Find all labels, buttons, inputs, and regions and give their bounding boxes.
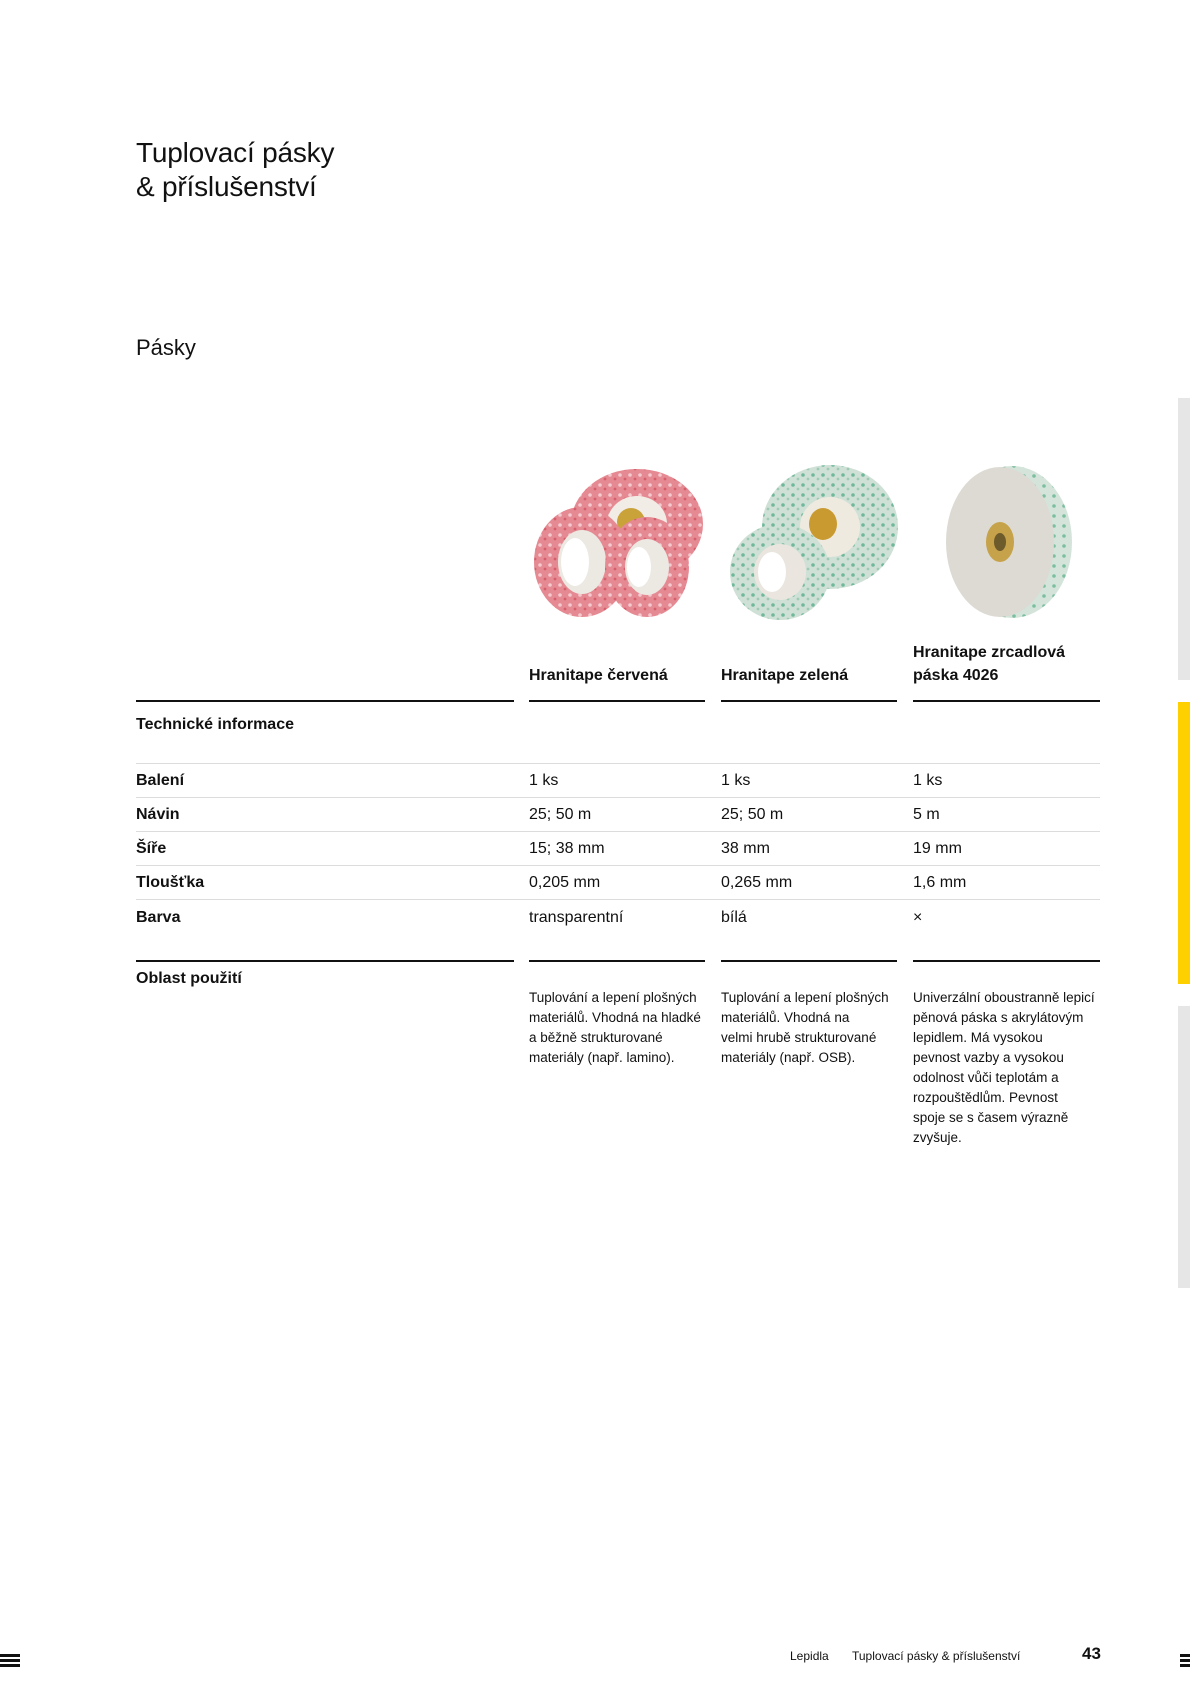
header-rule-red (529, 700, 705, 702)
technical-info-label: Technické informace (136, 716, 294, 733)
row-divider (136, 899, 1100, 900)
page-title-line-1: Tuplovací pásky (136, 137, 335, 168)
usage-line: zvyšuje. (913, 1130, 962, 1145)
usage-line: materiálů. Vhodná na (721, 1010, 850, 1025)
product-image-green-tape (720, 462, 900, 622)
cell-baleni-red: 1 ks (529, 772, 559, 789)
header-rule-mirror (913, 700, 1100, 702)
row-label-barva: Barva (136, 909, 181, 926)
row-divider (136, 797, 1100, 798)
usage-line: velmi hrubě strukturované (721, 1030, 877, 1045)
cell-sire-mirror: 19 mm (913, 840, 962, 857)
cell-baleni-mirror: 1 ks (913, 772, 943, 789)
side-tab-active (1178, 702, 1190, 984)
usage-text-green (721, 988, 901, 1068)
cell-tloustka-green: 0,265 mm (721, 874, 793, 891)
menu-icon-right[interactable] (1180, 1654, 1190, 1669)
page-title-line-2: & příslušenství (136, 171, 317, 202)
usage-line: a běžně strukturované (529, 1030, 663, 1045)
footer-chapter[interactable]: Tuplovací pásky & příslušenství (852, 1649, 1021, 1663)
usage-line: Tuplování a lepení plošných (529, 990, 697, 1005)
usage-rule-green (721, 960, 897, 962)
cell-sire-red: 15; 38 mm (529, 840, 605, 857)
cell-tloustka-mirror: 1,6 mm (913, 874, 967, 891)
section-title: Pásky (136, 335, 196, 360)
product-name-mirror (913, 641, 1065, 687)
row-label-sire: Šíře (136, 840, 167, 857)
row-divider (136, 763, 1100, 764)
product-image-red-tape (527, 462, 707, 622)
cell-sire-green: 38 mm (721, 840, 770, 857)
row-label-navin: Návin (136, 806, 180, 823)
usage-line: Tuplování a lepení plošných (721, 990, 889, 1005)
cell-baleni-green: 1 ks (721, 772, 751, 789)
usage-line: materiály (např. OSB). (721, 1050, 856, 1065)
usage-line: pěnová páska s akrylátovým (913, 1010, 1084, 1025)
cell-barva-mirror: × (913, 909, 923, 926)
side-tab-gray-top (1178, 398, 1190, 680)
menu-icon-left[interactable] (0, 1654, 20, 1669)
cell-barva-green: bílá (721, 909, 747, 926)
usage-line: lepidlem. Má vysokou (913, 1030, 1043, 1045)
row-divider (136, 865, 1100, 866)
footer-section[interactable]: Lepidla (790, 1649, 829, 1663)
row-divider (136, 831, 1100, 832)
row-label-baleni: Balení (136, 772, 185, 789)
usage-line: pevnost vazby a vysokou (913, 1050, 1064, 1065)
cell-barva-red: transparentní (529, 909, 624, 926)
product-image-mirror-tape (920, 462, 1100, 622)
usage-rule-label (136, 960, 514, 962)
usage-line: spoje se s časem výrazně (913, 1110, 1069, 1125)
header-rule-label (136, 700, 514, 702)
usage-text-mirror (913, 988, 1108, 1148)
header-rule-green (721, 700, 897, 702)
product-name-mirror-line-1: Hranitape zrcadlová (913, 644, 1066, 661)
cell-navin-red: 25; 50 m (529, 806, 592, 823)
product-name-green: Hranitape zelená (721, 667, 849, 684)
usage-text-red (529, 988, 709, 1068)
row-label-tloustka: Tloušťka (136, 874, 205, 891)
usage-line: materiály (např. lamino). (529, 1050, 675, 1065)
cell-navin-mirror: 5 m (913, 806, 940, 823)
cell-navin-green: 25; 50 m (721, 806, 784, 823)
usage-line: materiálů. Vhodná na hladké (529, 1010, 701, 1025)
usage-line: odolnost vůči teplotám a (913, 1070, 1059, 1085)
product-name-red: Hranitape červená (529, 667, 668, 684)
page-title (136, 136, 334, 204)
usage-rule-red (529, 960, 705, 962)
cell-tloustka-red: 0,205 mm (529, 874, 601, 891)
page-number: 43 (1082, 1644, 1101, 1663)
side-tab-gray-bottom (1178, 1006, 1190, 1288)
usage-line: rozpouštědlům. Pevnost (913, 1090, 1058, 1105)
usage-rule-mirror (913, 960, 1100, 962)
usage-label: Oblast použití (136, 970, 242, 987)
usage-line: Univerzální oboustranně lepicí (913, 990, 1095, 1005)
product-name-mirror-line-2: páska 4026 (913, 667, 999, 684)
